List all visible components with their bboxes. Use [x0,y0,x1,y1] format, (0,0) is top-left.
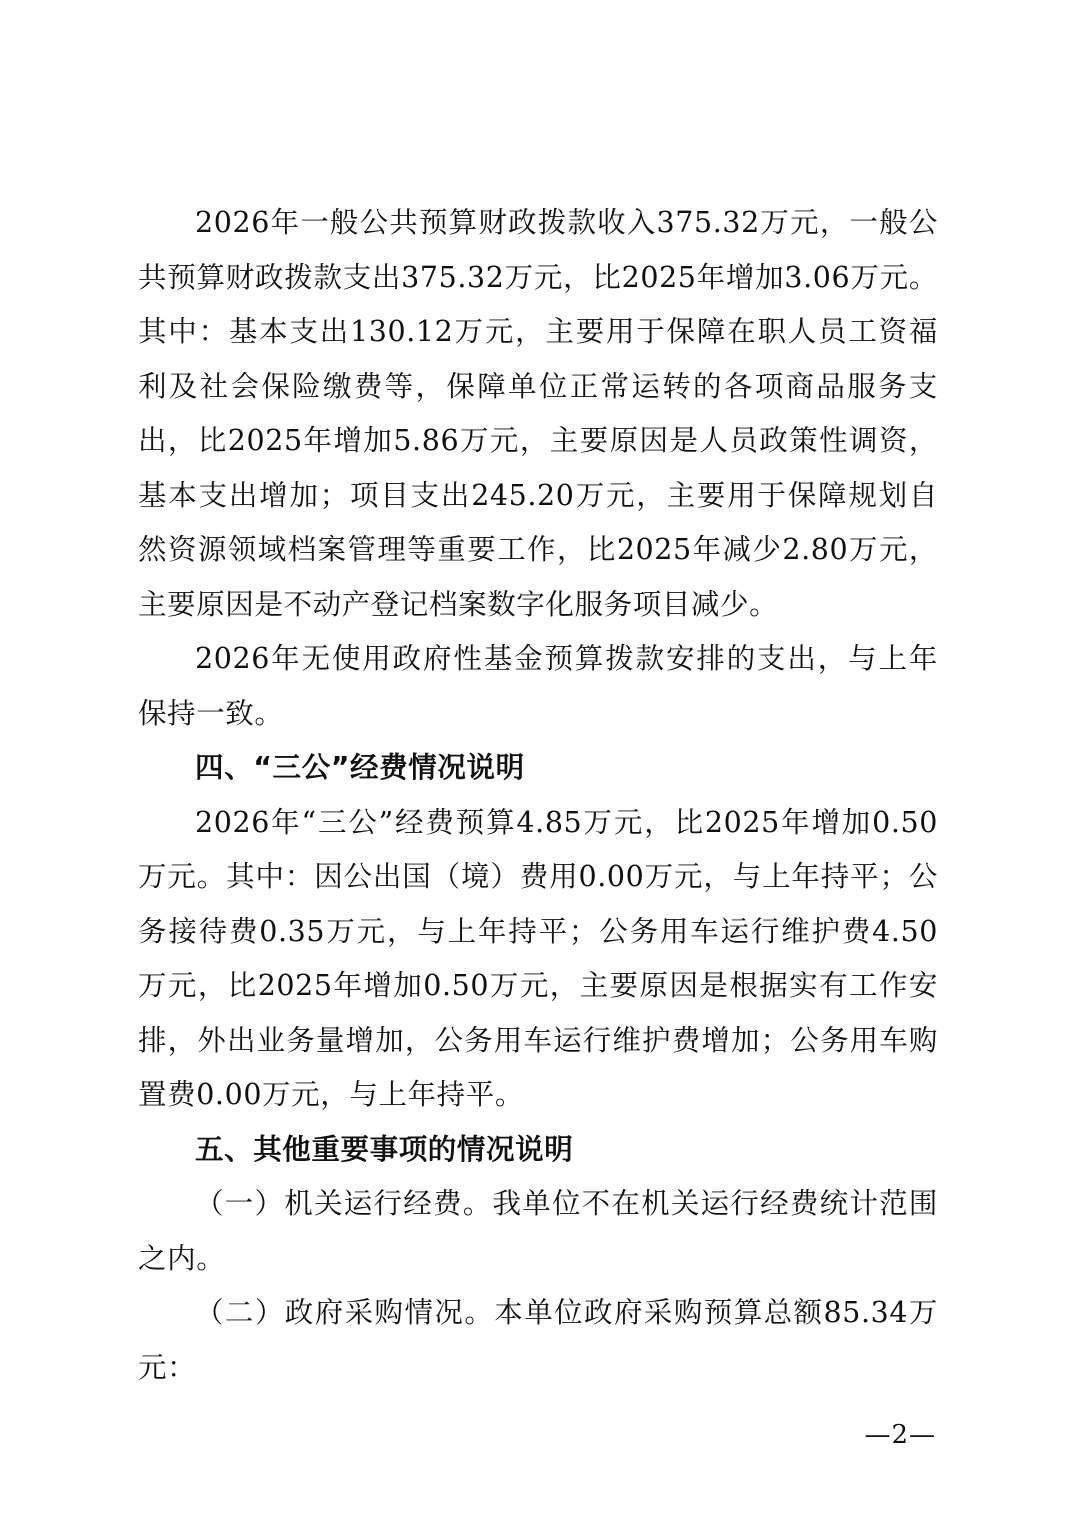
document-body [138,196,938,1395]
paragraph-operating-expenses [138,1177,938,1286]
item-text-procurement: 本单位政府采购预算总额85.34万元： [138,1296,938,1384]
paragraph-procurement [138,1286,938,1395]
item-label-procurement: （二）政府采购情况。 [195,1296,495,1329]
paragraph-government-fund: 2026年无使用政府性基金预算拨款安排的支出，与上年保持一致。 [138,642,938,730]
section-heading-three-public: 四、“三公”经费情况说明 [195,751,525,784]
page-number: —2— [864,1420,936,1450]
item-label-operating-expenses: （一）机关运行经费。 [195,1187,493,1220]
section-heading-other-matters: 五、其他重要事项的情况说明 [195,1132,574,1166]
paragraph-three-public-expenses: 2026年“三公”经费预算4.85万元，比2025年增加0.50万元。其中：因公出国（境）费用0.00万元，与上年持平；公务接待费0.35万元，与上年持平；公务用车运行维护费4.50万元，比2025年增加0.50万元，主要原因是根据实有工作安排，外出业务量增加，公务用车运行维护费增加；公务用车购置费0.00万元，与上年持平。 [138,805,938,1111]
item-text-operating-expenses: 我单位不在机关运行经费统计范围之内。 [138,1187,938,1275]
paragraph-general-budget: 2026年一般公共预算财政拨款收入375.32万元，一般公共预算财政拨款支出375.32万元，比2025年增加3.06万元。其中：基本支出130.12万元，主要用于保障在职人员工资福利及社会保险缴费等，保障单位正常运转的各项商品服务支出，比2025年增加5.86万元，主要原因是人员政策性调资，基本支出增加；项目支出245.20万元，主要用于保障规划自然资源领域档案管理等重要工作，比2025年减少2.80万元，主要原因是不动产登记档案数字化服务项目减少。 [138,206,938,621]
